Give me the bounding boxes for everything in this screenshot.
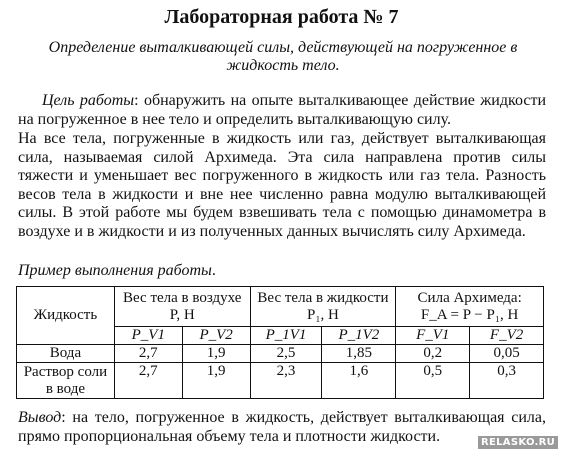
row-name: Раствор соли в воде xyxy=(17,363,115,399)
sub-header: P_1V2 xyxy=(322,327,396,345)
table-cell: 2,7 xyxy=(114,363,182,399)
example-heading: Пример выполнения работы. xyxy=(18,262,216,279)
theory-paragraph: На все тела, погруженные в жидкость или газ, действует выталкивающая сила, называемая силой Архимеда. Эта сила направлена против силы тяжести и уменьшает вес погруженного в жидкость или газ тела. Разность весов тела в жидкости и вне нее численно равна модулю выталкивающей силы. В этой работе мы будем взвешивать тела с помощью динамометра в воздухе и в жидкости и из полученных данных вычислять силу Архимеда. xyxy=(18,130,546,240)
watermark-logo: RELASKO.RU xyxy=(478,436,558,449)
table-cell: 2,7 xyxy=(114,345,182,363)
results-table xyxy=(16,286,544,399)
goal-text: : обнаружить на опыте выталкивающее действие жидкости на погруженное в нее тело и определить выталкивающую силу. xyxy=(18,92,547,128)
sub-header: F_V1 xyxy=(396,327,470,345)
goal-paragraph xyxy=(18,92,546,129)
goal-label: Цель работы xyxy=(42,92,135,109)
conclusion-text: : на тело, погруженное в жидкость, действует выталкивающая сила, прямо пропорциональная объему тела и плотности жидкости. xyxy=(18,409,546,445)
sub-header: P_V1 xyxy=(114,327,182,345)
row-name: Вода xyxy=(17,345,115,363)
table-cell: 0,3 xyxy=(470,363,544,399)
table-cell: 2,5 xyxy=(250,345,322,363)
sub-header: P_V2 xyxy=(182,327,250,345)
table-cell: 1,9 xyxy=(182,363,250,399)
table-cell: 1,85 xyxy=(322,345,396,363)
table-cell: 1,9 xyxy=(182,345,250,363)
table-cell: 1,6 xyxy=(322,363,396,399)
lab-subtitle: Определение выталкивающей силы, действующей на погруженное в жидкость тело. xyxy=(48,39,518,74)
table-cell: 0,5 xyxy=(396,363,470,399)
example-label: Пример выполнения работы xyxy=(18,262,212,279)
group-liquid-header: Вес тела в жидкости P₁, Н xyxy=(250,287,396,327)
sub-header: F_V2 xyxy=(470,327,544,345)
sub-header: P_1V1 xyxy=(250,327,322,345)
table-row xyxy=(17,345,544,363)
conclusion-label: Вывод xyxy=(18,409,62,426)
group-archimedes-header: Сила Архимеда: F_A = P − P₁, Н xyxy=(396,287,544,327)
table-cell: 0,05 xyxy=(470,345,544,363)
table-cell: 0,2 xyxy=(396,345,470,363)
lab-title: Лабораторная работа № 7 xyxy=(164,6,399,28)
conclusion-paragraph xyxy=(18,409,546,446)
table-cell: 2,3 xyxy=(250,363,322,399)
col-liquid-header: Жидкость xyxy=(17,287,115,345)
group-air-header: Вес тела в воздухе P, Н xyxy=(114,287,250,327)
table-row xyxy=(17,363,544,399)
